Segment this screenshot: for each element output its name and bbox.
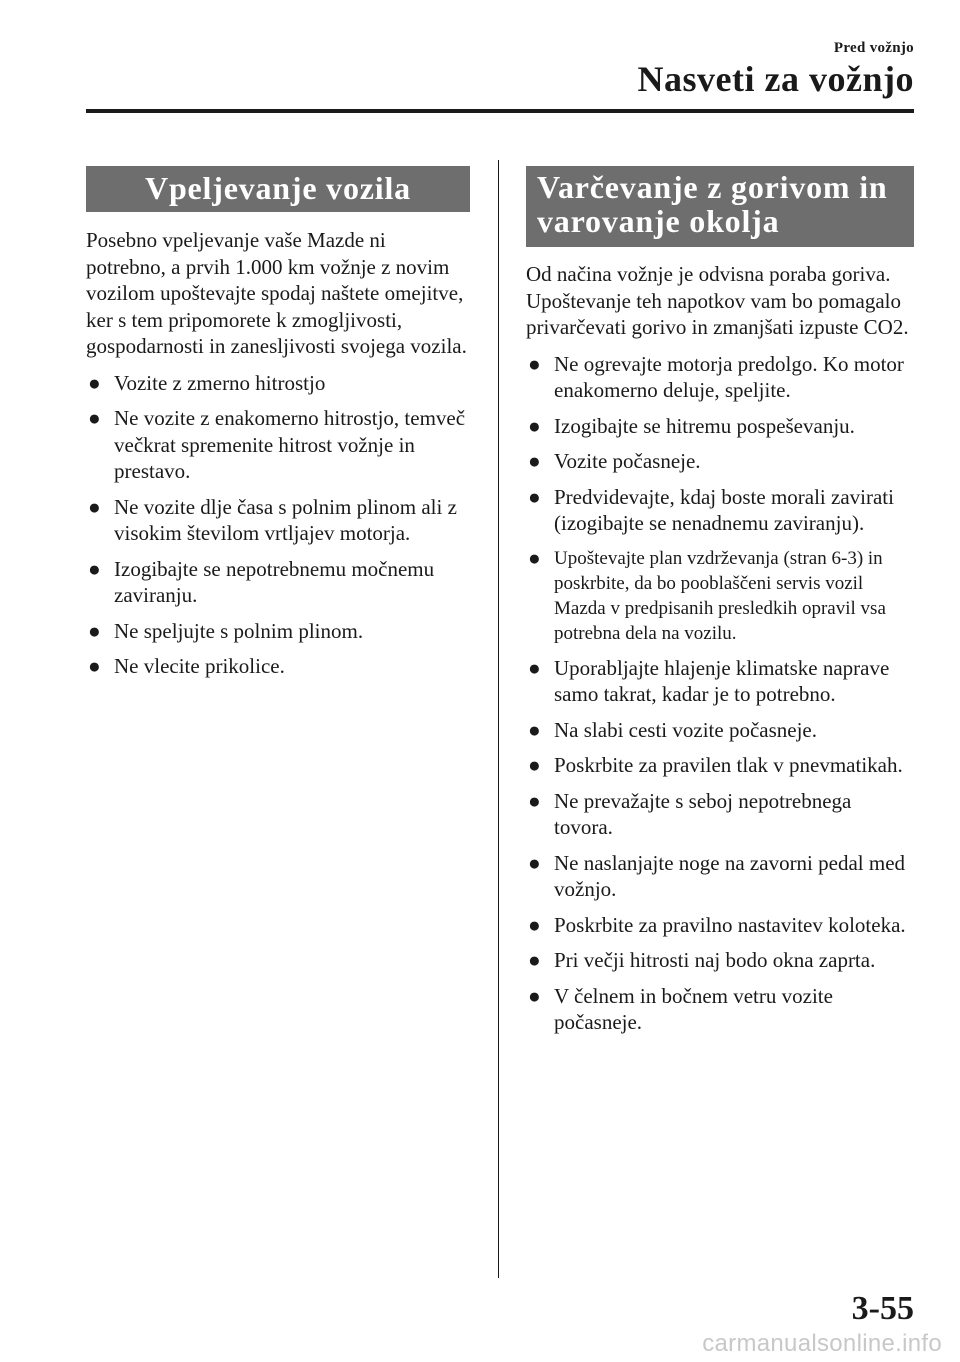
left-column — [86, 166, 470, 689]
bullet-icon: ● — [528, 484, 541, 509]
list-item: ● Ne vlecite prikolice. — [88, 654, 285, 678]
running-header-section: Pred vožnjo — [833, 40, 914, 56]
bullet-icon: ● — [528, 912, 541, 937]
list-item: ● Upoštevajte plan vzdrževanja (stran 6-3) in poskrbite, da bo pooblaščeni servis vozil Mazda v predpisanih presledkih opravil vsa potrebna dela na vozilu. — [528, 545, 886, 644]
bullet-list-break-in — [86, 370, 470, 680]
bullet-icon: ● — [88, 406, 101, 430]
list-item: ● Izogibajte se hitremu pospeševanju. — [528, 413, 855, 438]
header-rule — [86, 109, 914, 113]
bullet-icon: ● — [88, 370, 101, 395]
bullet-icon: ● — [88, 494, 101, 519]
bullet-icon: ● — [88, 618, 101, 643]
watermark: carmanualsonline.info — [702, 1330, 942, 1357]
bullet-icon: ● — [88, 556, 101, 581]
section-heading-fuel-economy: Varčevanje z gorivom in varovanje okolja — [526, 166, 914, 247]
list-item: ● Na slabi cesti vozite počasneje. — [528, 717, 817, 742]
list-item: ● Ne ogrevajte motorja predolgo. Ko motor enakomerno deluje, speljite. — [528, 351, 904, 402]
list-item: ● V čelnem in bočnem vetru vozite počasneje. — [528, 983, 833, 1034]
bullet-icon: ● — [88, 654, 101, 678]
section-heading-break-in: Vpeljevanje vozila — [86, 166, 470, 212]
list-item: ● Predvidevajte, kdaj boste morali zavirati (izogibajte se nenadnemu zaviranju). — [528, 484, 894, 535]
bullet-icon: ● — [528, 948, 541, 972]
list-item: ● Ne naslanjajte noge na zavorni pedal med vožnjo. — [528, 850, 906, 901]
page-number: 3-55 — [851, 1290, 914, 1327]
list-item: ● Izogibajte se nepotrebnemu močnemu zaviranju. — [88, 556, 435, 607]
bullet-icon: ● — [528, 351, 541, 376]
bullet-icon: ● — [528, 717, 541, 742]
section-intro-break-in: Posebno vpeljevanje vaše Mazde ni potrebno, a prvih 1.000 km vožnje z novim vozilom upoštevajte spodaj naštete omejitve, ker s tem pripomorete k zmogljivosti, gospodarnosti in zanesljivosti svojega vozila. — [86, 228, 467, 358]
list-item: ● Poskrbite za pravilno nastavitev koloteka. — [528, 912, 906, 937]
right-column — [526, 166, 914, 1045]
bullet-icon: ● — [528, 545, 541, 570]
list-item: ● Ne vozite z enakomerno hitrostjo, temveč večkrat spremenite hitrost vožnje in prestavo. — [88, 406, 466, 483]
bullet-icon: ● — [528, 449, 541, 473]
list-item: ● Vozite počasneje. — [528, 449, 701, 473]
bullet-icon: ● — [528, 850, 541, 875]
list-item: ● Ne vozite dlje časa s polnim plinom ali z visokim številom vrtljajev motorja. — [88, 494, 457, 545]
list-item: ● Pri večji hitrosti naj bodo okna zaprta. — [528, 948, 876, 972]
bullet-icon: ● — [528, 413, 541, 438]
bullet-icon: ● — [528, 983, 541, 1008]
list-item: ● Poskrbite za pravilen tlak v pnevmatikah. — [528, 753, 903, 777]
section-intro-fuel-economy: Od načina vožnje je odvisna poraba goriva. Upoštevanje teh napotkov vam bo pomagalo privarčevati gorivo in zmanjšati izpuste CO2. — [526, 262, 909, 339]
column-divider — [498, 160, 499, 1278]
list-item: ● Uporabljajte hlajenje klimatske naprave samo takrat, kadar je to potrebno. — [528, 655, 890, 706]
list-item: ● Ne speljujte s polnim plinom. — [88, 618, 364, 643]
list-item: ● Ne prevažajte s seboj nepotrebnega tovora. — [528, 788, 852, 839]
bullet-icon: ● — [528, 788, 541, 813]
bullet-icon: ● — [528, 655, 541, 680]
running-header-title: Nasveti za vožnjo — [637, 59, 914, 99]
bullet-list-fuel-economy — [526, 351, 914, 1036]
bullet-icon: ● — [528, 753, 541, 777]
list-item: ● Vozite z zmerno hitrostjo — [88, 370, 326, 395]
